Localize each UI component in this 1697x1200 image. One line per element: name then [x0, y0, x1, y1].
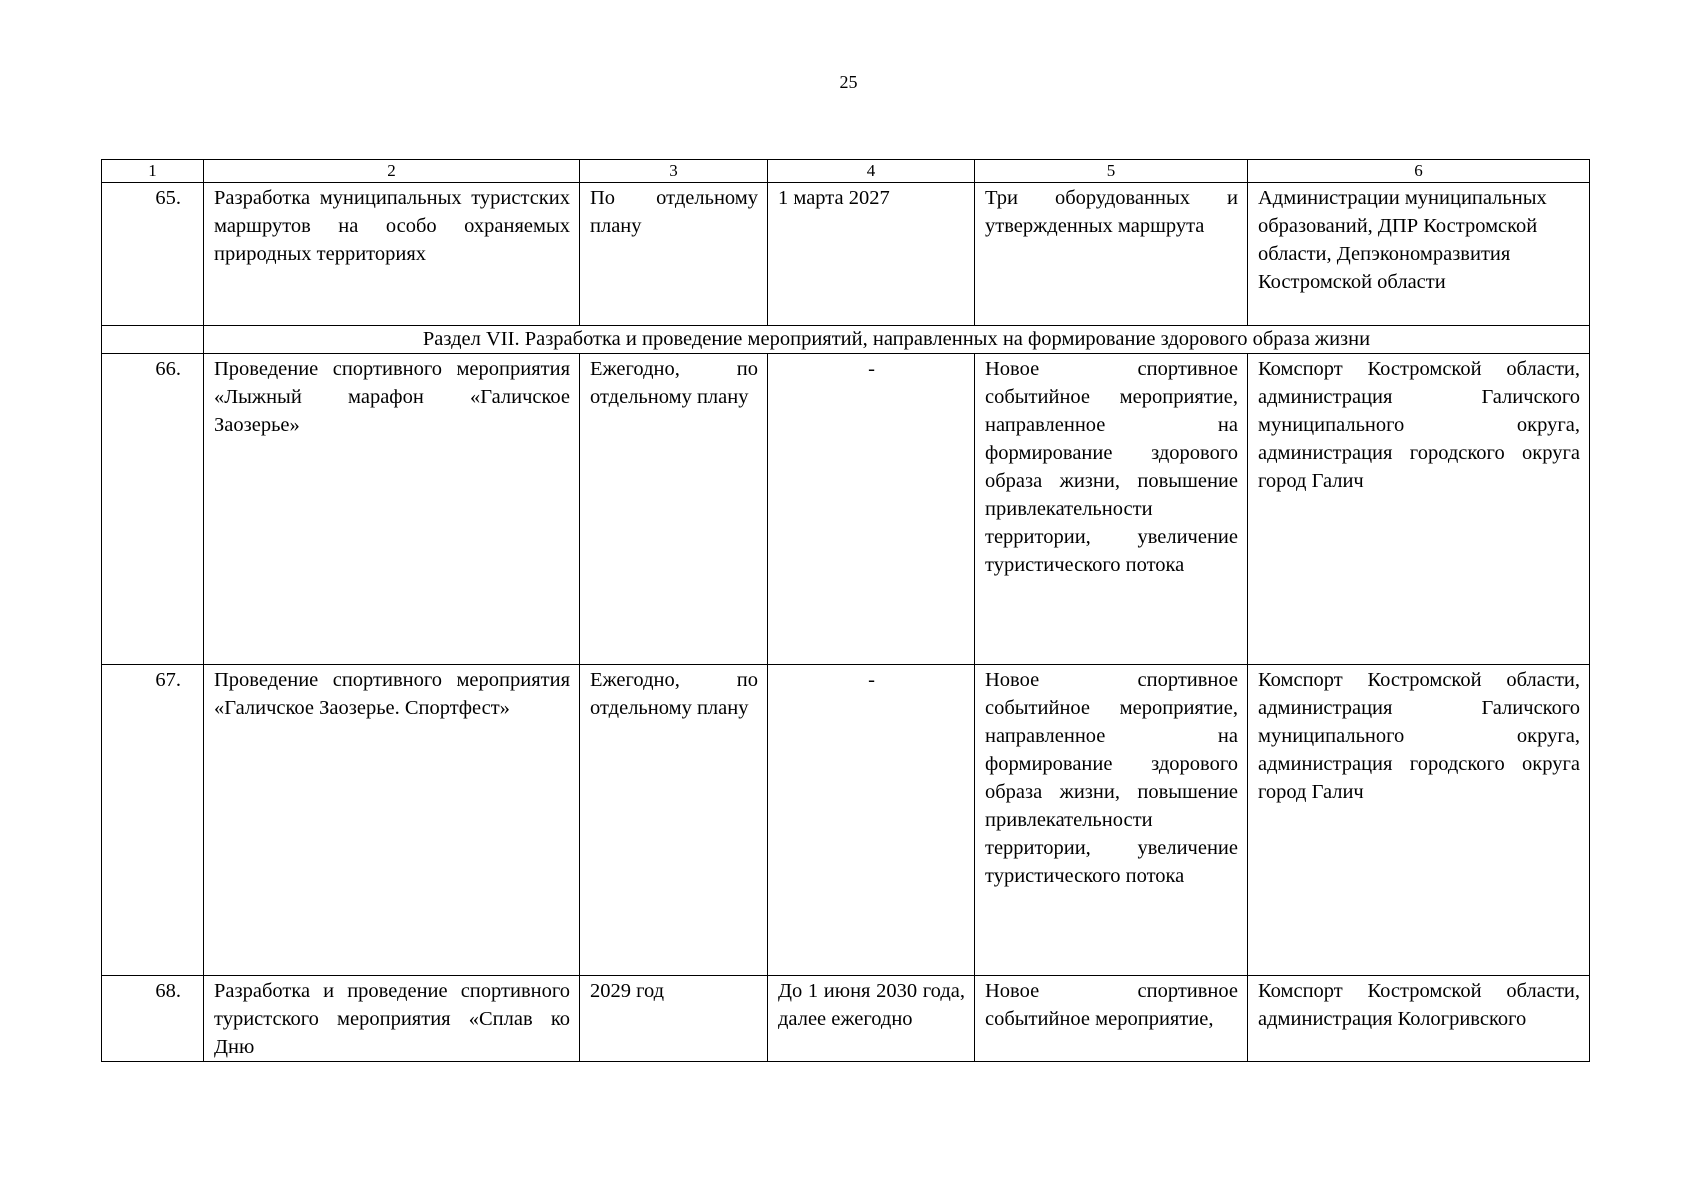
row-number: 68. [102, 976, 204, 1062]
page-number: 25 [839, 72, 858, 92]
column-number: 3 [580, 160, 768, 183]
column-number: 1 [102, 160, 204, 183]
section-title: Раздел VII. Разработка и проведение мероприятий, направленных на формирование здорового образа жизни [204, 326, 1590, 354]
responsible-cell: Комспорт Костромской области, администрация Галичского муниципального округа, администрация городского округа город Галич [1248, 354, 1590, 665]
event-cell: Проведение спортивного мероприятия «Лыжный марафон «Галичское Заозерье» [204, 354, 580, 665]
event-cell: Разработка и проведение спортивного туристского мероприятия «Сплав ко Дню [204, 976, 580, 1062]
responsible-cell: Комспорт Костромской области, администрация Кологривского [1248, 976, 1590, 1062]
column-number: 4 [768, 160, 975, 183]
action-plan-table [101, 159, 1590, 1062]
row-number: 66. [102, 354, 204, 665]
event-cell: Проведение спортивного мероприятия «Галичское Заозерье. Спортфест» [204, 665, 580, 976]
column-number: 5 [975, 160, 1248, 183]
responsible-cell: Комспорт Костромской области, администрация Галичского муниципального округа, администрация городского округа город Галич [1248, 665, 1590, 976]
table-row [102, 665, 1590, 976]
column-number-row [102, 160, 1590, 183]
deadline-cell: До 1 июня 2030 года, далее ежегодно [768, 976, 975, 1062]
schedule-cell: По отдельному плану [580, 183, 768, 326]
responsible-cell: Администрации муниципальных образований, ДПР Костромской области, Депэкономразвития Костромской области [1248, 183, 1590, 326]
result-cell: Новое спортивное событийное мероприятие, направленное на формирование здорового образа жизни, повышение привлекательности территории, увеличение туристического потока [975, 665, 1248, 976]
schedule-cell: Ежегодно, по отдельному плану [580, 354, 768, 665]
event-cell: Разработка муниципальных туристских маршрутов на особо охраняемых природных территориях [204, 183, 580, 326]
schedule-cell: Ежегодно, по отдельному плану [580, 665, 768, 976]
section-row [102, 326, 1590, 354]
result-cell: Новое спортивное событийное мероприятие, направленное на формирование здорового образа жизни, повышение привлекательности территории, увеличение туристического потока [975, 354, 1248, 665]
table-row [102, 976, 1590, 1062]
result-cell: Новое спортивное событийное мероприятие, [975, 976, 1248, 1062]
result-cell: Три оборудованных и утвержденных маршрута [975, 183, 1248, 326]
table-row [102, 183, 1590, 326]
row-number: 65. [102, 183, 204, 326]
column-number: 2 [204, 160, 580, 183]
schedule-cell: 2029 год [580, 976, 768, 1062]
deadline-cell: - [768, 665, 975, 976]
deadline-cell: - [768, 354, 975, 665]
row-number: 67. [102, 665, 204, 976]
column-number: 6 [1248, 160, 1590, 183]
table-row [102, 354, 1590, 665]
section-number-cell [102, 326, 204, 354]
deadline-cell: 1 марта 2027 [768, 183, 975, 326]
